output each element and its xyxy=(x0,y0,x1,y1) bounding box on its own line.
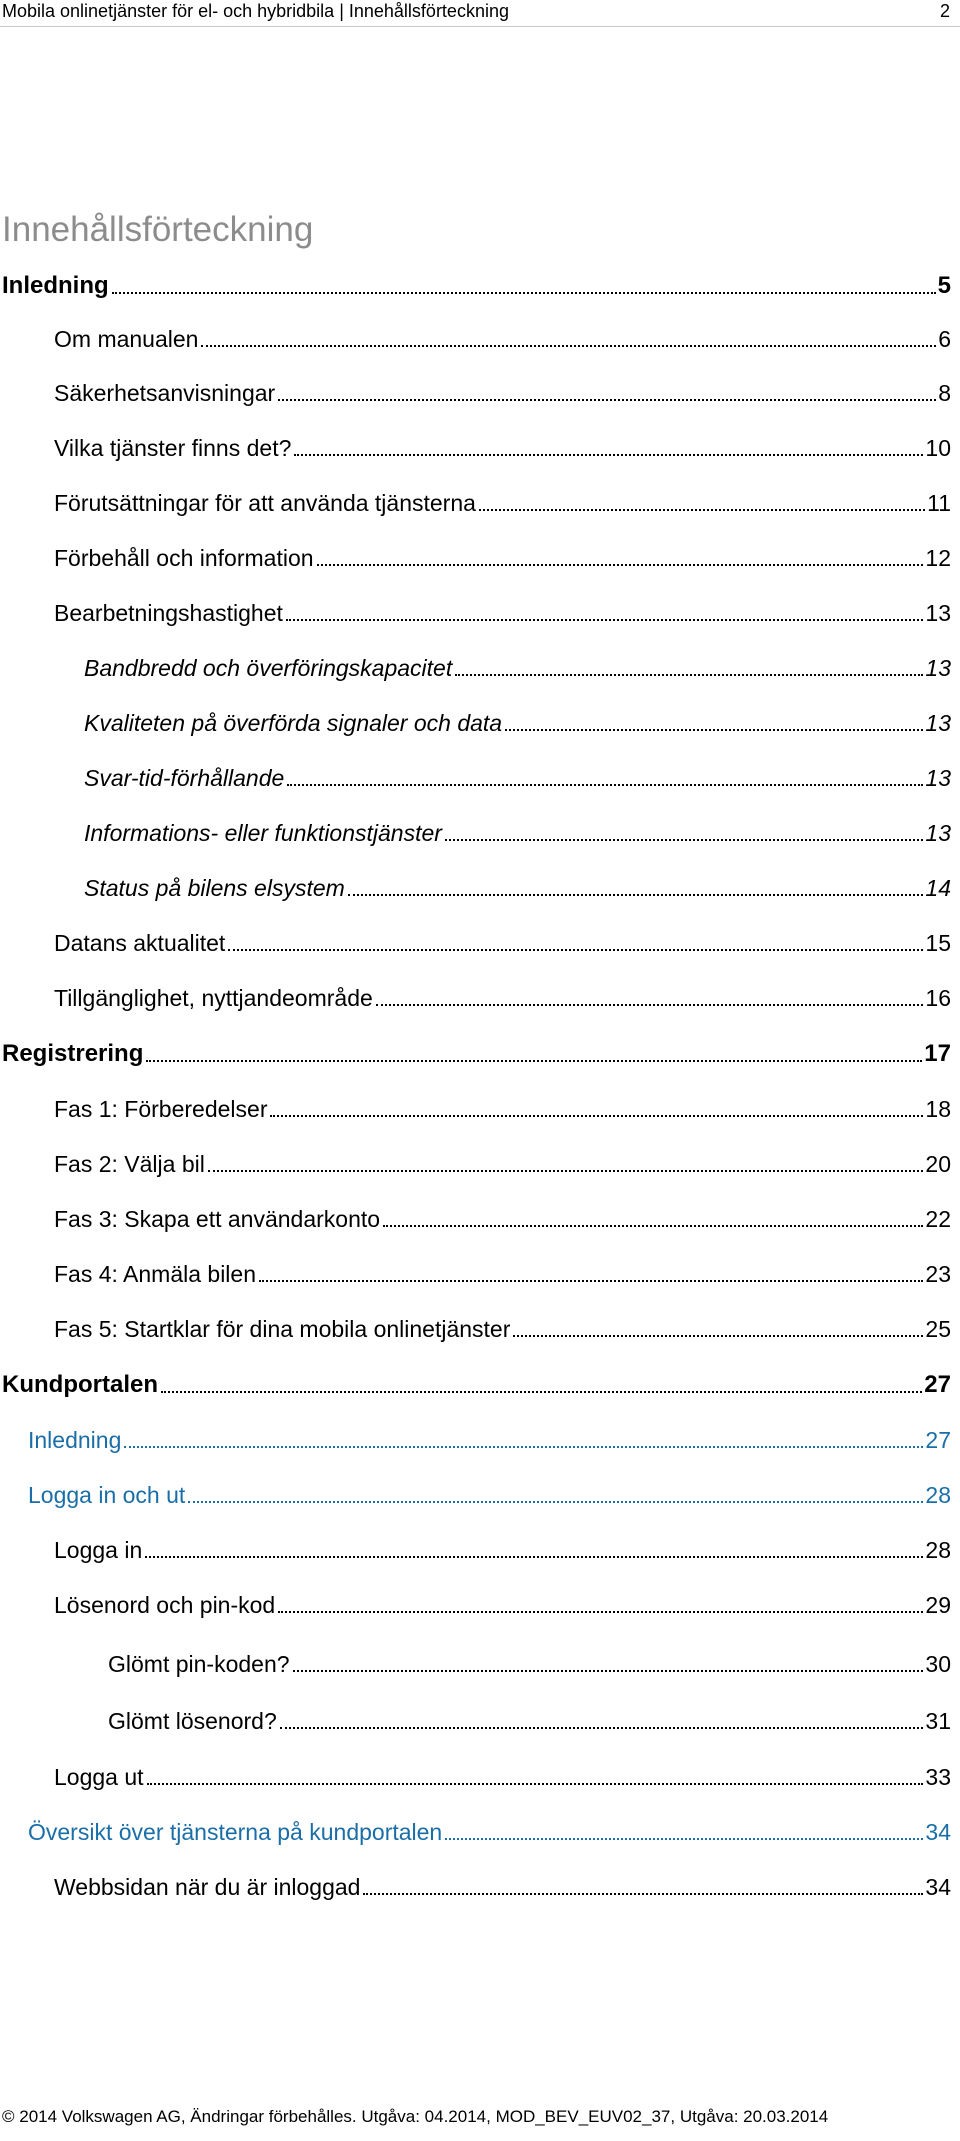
toc-entry-logga-ut[interactable] xyxy=(54,1757,951,1791)
toc-entry-fas-4[interactable] xyxy=(54,1254,951,1288)
toc-entry-fas-5[interactable] xyxy=(54,1309,951,1343)
toc-entry-page: 23 xyxy=(925,1261,951,1287)
toc-entry-page: 13 xyxy=(925,820,951,846)
toc-leader xyxy=(201,345,936,347)
toc-leader xyxy=(455,674,923,676)
toc-leader xyxy=(208,1170,924,1172)
toc-entry-page: 14 xyxy=(925,875,951,901)
toc-entry-page: 34 xyxy=(925,1874,951,1900)
toc-leader xyxy=(278,399,936,401)
toc-entry-title: Inledning xyxy=(28,1427,122,1453)
toc-leader xyxy=(445,839,923,841)
toc-entry-fas-3[interactable] xyxy=(54,1199,951,1233)
toc-entry-registrering[interactable] xyxy=(2,1034,951,1068)
toc-entry-title: Logga in xyxy=(54,1537,143,1563)
toc-leader xyxy=(363,1893,923,1895)
toc-entry-bandbredd[interactable] xyxy=(84,648,951,682)
toc-heading: Innehållsförteckning xyxy=(2,210,314,249)
toc-entry-title: Bandbredd och överföringskapacitet xyxy=(84,655,453,681)
toc-leader xyxy=(270,1115,923,1117)
toc-entry-page: 13 xyxy=(925,710,951,736)
toc-entry-title: Lösenord och pin-kod xyxy=(54,1592,276,1618)
toc-entry-glomt-pin[interactable] xyxy=(108,1644,951,1678)
toc-leader xyxy=(293,1670,924,1672)
toc-leader xyxy=(146,1060,922,1062)
toc-leader xyxy=(376,1004,924,1006)
toc-entry-page: 13 xyxy=(925,600,951,626)
page-header xyxy=(0,0,960,27)
toc-entry-title: Förutsättningar för att använda tjänsterna xyxy=(54,490,476,516)
toc-entry-oversikt-tjanster[interactable] xyxy=(28,1812,951,1846)
toc-leader xyxy=(147,1783,924,1785)
toc-entry-kundportalen[interactable] xyxy=(2,1365,951,1399)
toc-entry-title: Svar-tid-förhållande xyxy=(84,765,285,791)
toc-entry-bearbetningshastighet[interactable] xyxy=(54,593,951,627)
section-title: Innehållsförteckning xyxy=(348,1,509,21)
toc-entry-page: 30 xyxy=(925,1651,951,1677)
toc-entry-page: 13 xyxy=(925,765,951,791)
toc-entry-tillganglighet[interactable] xyxy=(54,978,951,1012)
toc-entry-page: 8 xyxy=(938,380,951,406)
toc-entry-kvaliteten[interactable] xyxy=(84,703,951,737)
toc-entry-glomt-losenord[interactable] xyxy=(108,1701,951,1735)
toc-entry-page: 28 xyxy=(925,1537,951,1563)
toc-entry-fas-1[interactable] xyxy=(54,1089,951,1123)
page-footer: © 2014 Volkswagen AG, Ändringar förbehålles. Utgåva: 04.2014, MOD_BEV_EUV02_37, Utgåva: 20.03.2014 xyxy=(2,2107,829,2126)
toc-entry-datans-aktualitet[interactable] xyxy=(54,923,951,957)
toc-leader xyxy=(188,1501,923,1503)
toc-leader xyxy=(161,1391,922,1393)
toc-entry-page: 12 xyxy=(925,545,951,571)
toc-entry-forbehall[interactable] xyxy=(54,538,951,572)
toc-entry-page: 6 xyxy=(938,326,951,352)
toc-entry-page: 33 xyxy=(925,1764,951,1790)
toc-entry-logga-in[interactable] xyxy=(54,1530,951,1564)
toc-entry-title: Fas 1: Förberedelser xyxy=(54,1096,268,1122)
toc-entry-page: 22 xyxy=(925,1206,951,1232)
toc-leader xyxy=(513,1335,923,1337)
toc-leader xyxy=(278,1611,923,1613)
toc-entry-page: 11 xyxy=(927,490,951,516)
toc-leader xyxy=(348,894,924,896)
toc-entry-title: Glömt pin-koden? xyxy=(108,1651,290,1677)
toc-entry-title: Kundportalen xyxy=(2,1371,158,1398)
toc-entry-vilka-tjanster[interactable] xyxy=(54,428,951,462)
toc-entry-page: 10 xyxy=(925,435,951,461)
toc-leader xyxy=(294,454,923,456)
toc-entry-inledning[interactable] xyxy=(2,266,951,300)
toc-entry-losenord-och-pin[interactable] xyxy=(54,1585,951,1619)
toc-entry-title: Datans aktualitet xyxy=(54,930,226,956)
toc-leader xyxy=(280,1727,924,1729)
toc-entry-title: Kvaliteten på överförda signaler och data xyxy=(84,710,503,736)
toc-entry-page: 29 xyxy=(925,1592,951,1618)
toc-entry-title: Om manualen xyxy=(54,326,199,352)
toc-leader xyxy=(228,949,923,951)
toc-entry-title: Informations- eller funktionstjänster xyxy=(84,820,442,846)
running-header xyxy=(2,0,509,22)
toc-leader xyxy=(479,509,925,511)
toc-entry-title: Översikt över tjänsterna på kundportalen xyxy=(28,1819,443,1845)
toc-entry-title: Fas 3: Skapa ett användarkonto xyxy=(54,1206,381,1232)
toc-entry-title: Tillgänglighet, nyttjandeområde xyxy=(54,985,373,1011)
toc-entry-title: Logga ut xyxy=(54,1764,144,1790)
toc-entry-page: 17 xyxy=(924,1040,951,1067)
toc-leader xyxy=(287,784,923,786)
toc-entry-title: Registrering xyxy=(2,1040,144,1067)
toc-entry-page: 27 xyxy=(924,1371,951,1398)
toc-entry-page: 18 xyxy=(925,1096,951,1122)
toc-entry-page: 28 xyxy=(925,1482,951,1508)
toc-entry-kundportalen-inledning[interactable] xyxy=(28,1420,951,1454)
toc-entry-page: 31 xyxy=(925,1708,951,1734)
toc-leader xyxy=(445,1838,923,1840)
toc-entry-status-elsystem[interactable] xyxy=(84,868,951,902)
header-separator: | xyxy=(339,1,344,21)
toc-entry-page: 20 xyxy=(925,1151,951,1177)
toc-leader xyxy=(286,619,924,621)
toc-leader xyxy=(505,729,923,731)
toc-entry-title: Säkerhetsanvisningar xyxy=(54,380,276,406)
toc-entry-title: Fas 4: Anmäla bilen xyxy=(54,1261,257,1287)
toc-entry-page: 13 xyxy=(925,655,951,681)
toc-entry-page: 27 xyxy=(925,1427,951,1453)
toc-entry-webbsidan[interactable] xyxy=(54,1867,951,1901)
toc-entry-svar-tid[interactable] xyxy=(84,758,951,792)
page-number: 2 xyxy=(939,1,950,21)
toc-leader xyxy=(383,1225,923,1227)
toc-entry-page: 5 xyxy=(937,272,951,299)
toc-entry-sakerhetsanvisningar[interactable] xyxy=(54,373,951,407)
toc-entry-title: Inledning xyxy=(2,272,109,299)
toc-entry-om-manualen[interactable] xyxy=(54,319,951,353)
document-title: Mobila onlinetjänster för el- och hybridbila xyxy=(2,1,335,21)
toc-entry-page: 34 xyxy=(925,1819,951,1845)
toc-leader xyxy=(124,1446,923,1448)
toc-entry-fas-2[interactable] xyxy=(54,1144,951,1178)
toc-entry-title: Fas 2: Välja bil xyxy=(54,1151,205,1177)
toc-entry-page: 16 xyxy=(925,985,951,1011)
toc-leader xyxy=(145,1556,923,1558)
toc-entry-title: Bearbetningshastighet xyxy=(54,600,283,626)
toc-entry-logga-in-och-ut[interactable] xyxy=(28,1475,951,1509)
toc-entry-informationstjanster[interactable] xyxy=(84,813,951,847)
toc-leader xyxy=(259,1280,923,1282)
toc-entry-page: 15 xyxy=(925,930,951,956)
toc-entry-title: Fas 5: Startklar för dina mobila onlinetjänster xyxy=(54,1316,511,1342)
toc-entry-title: Glömt lösenord? xyxy=(108,1708,277,1734)
toc-entry-title: Logga in och ut xyxy=(28,1482,186,1508)
toc-entry-page: 25 xyxy=(925,1316,951,1342)
toc-entry-title: Vilka tjänster finns det? xyxy=(54,435,292,461)
toc-leader xyxy=(112,292,936,294)
toc-leader xyxy=(317,564,924,566)
toc-entry-title: Förbehåll och information xyxy=(54,545,314,571)
toc-entry-title: Status på bilens elsystem xyxy=(84,875,345,901)
toc-entry-forutsattningar[interactable] xyxy=(54,483,951,517)
toc-entry-title: Webbsidan när du är inloggad xyxy=(54,1874,361,1900)
